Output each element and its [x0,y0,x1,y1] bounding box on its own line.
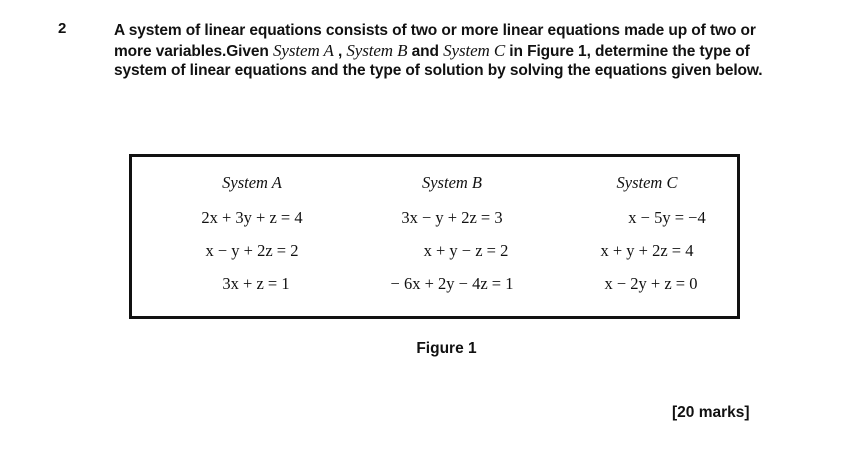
system-b-equation-2: x + y − z = 2 [423,241,509,260]
question-text [114,21,764,81]
figure-caption: Figure 1 [416,340,477,357]
system-a-equation-1: 2x + 3y + z = 4 [201,208,303,227]
question-text-part-1: A system of linear equations consists of two or more linear equations made up of two or more variables.Given [114,22,756,60]
question-text-part-2: in Figure 1, determine the type of system of linear equations and the type of solution by solving the equations given below. [114,42,763,79]
system-a-header: System A [222,173,282,192]
system-c-equation-3: x − 2y + z = 0 [604,274,698,293]
equations-figure [129,154,740,319]
system-b-equation-3: − 6x + 2y − 4z = 1 [390,274,514,293]
system-c-equation-1: x − 5y = −4 [628,208,706,227]
system-c-equation-2: x + y + 2z = 4 [600,241,694,260]
question-number: 2 [58,20,67,37]
question-text-sep-1: , [333,42,347,60]
system-a-equation-2: x − y + 2z = 2 [205,241,299,260]
system-b-name: System B [346,40,408,60]
system-b-column [352,157,552,316]
system-b-equation-1: 3x − y + 2z = 3 [401,208,503,227]
question-text-sep-2: and [407,42,444,60]
system-c-name: System C [443,40,506,60]
marks-label: [20 marks] [672,404,750,421]
system-c-header: System C [616,173,678,192]
system-c-column [547,157,747,316]
system-b-header: System B [421,173,483,192]
system-a-equation-3: 3x + z = 1 [222,274,290,293]
system-a-column [152,157,352,316]
system-a-name: System A [273,40,334,60]
